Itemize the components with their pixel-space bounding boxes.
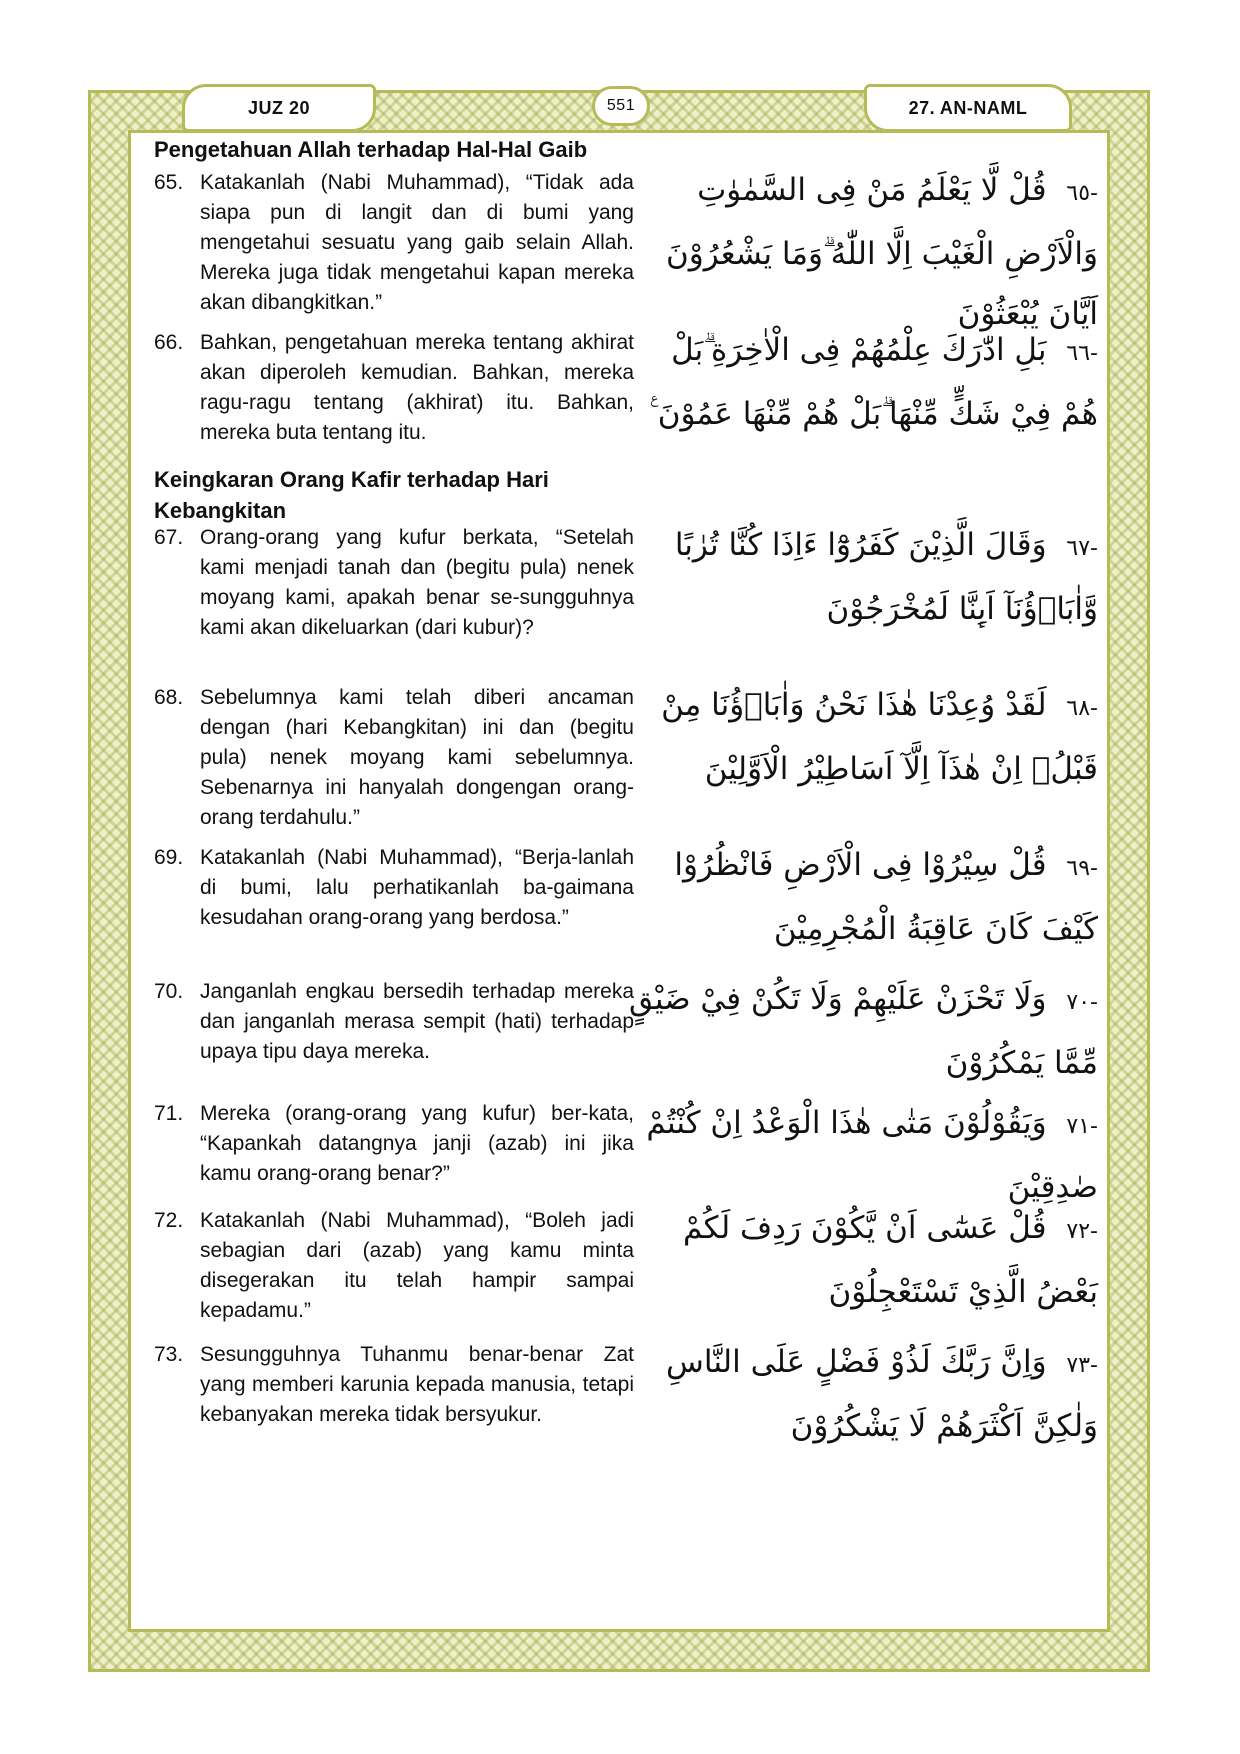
verse-number: 68. <box>154 686 184 709</box>
translation-67 <box>154 523 634 643</box>
translation-text: Janganlah engkau bersedih terhadap mereka dan janganlah merasa sempit (hati) terhadap upaya tipu daya mereka. <box>200 980 634 1063</box>
arabic-verse-number: -٦٦ <box>1066 341 1098 366</box>
translation-68 <box>154 683 634 833</box>
section-heading: Pengetahuan Allah terhadap Hal-Hal Gaib <box>154 137 588 162</box>
arabic-verse-number: -٦٩ <box>1066 856 1098 881</box>
surah-text: 27. AN-NAML <box>908 97 1028 118</box>
arabic-verse-number: -٦٨ <box>1066 696 1098 721</box>
arabic-text: قُلْ سِيْرُوْا فِى الْاَرْضِ فَانْظُرُوْا كَيْفَ كَانَ عَاقِبَةُ الْمُجْرِمِيْنَ <box>674 847 1098 947</box>
verse-number: 69. <box>154 846 184 869</box>
translation-text: Katakanlah (Nabi Muhammad), “Tidak ada siapa pun di langit dan di bumi yang mengetahui sesuatu yang gaib selain Allah. Mereka juga tidak mengetahui kapan mereka akan dibangkitkan.” <box>200 171 634 314</box>
translation-text: Sebelumnya kami telah diberi ancaman dengan (hari Kebangkitan) ini dan (begitu pula) nenek moyang kami sebelumnya. Sebenarnya ini hanyalah dongengan orang-orang terdahulu.” <box>200 686 634 829</box>
section-heading: Keingkaran Orang Kafir terhadap Hari Kebangkitan <box>154 467 549 523</box>
arabic-text: وَلَا تَحْزَنْ عَلَيْهِمْ وَلَا تَكُنْ فِيْ ضَيْقٍ مِّمَّا يَمْكُرُوْنَ <box>629 981 1098 1081</box>
arabic-72 <box>628 1198 1098 1322</box>
page-content <box>128 130 1110 1632</box>
arabic-text: بَلِ ادّٰرَكَ عِلْمُهُمْ فِى الْاٰخِرَةِ ۗبَلْ هُمْ فِيْ شَكٍّ مِّنْهَا ۗبَلْ هُمْ مِّنْهَا عَمُوْنَ ࣖ <box>649 332 1098 432</box>
arabic-67 <box>628 515 1098 639</box>
translation-text: Mereka (orang-orang yang kufur) ber-kata, “Kapankah datangnya janji (azab) ini jika kamu orang-orang benar?” <box>200 1102 634 1185</box>
arabic-text: وَيَقُوْلُوْنَ مَتٰى هٰذَا الْوَعْدُ اِنْ كُنْتُمْ صٰدِقِيْنَ <box>646 1105 1098 1205</box>
translation-text: Orang-orang yang kufur berkata, “Setelah kami menjadi tanah dan (begitu pula) nenek moyang kami, apakah benar se-sungguhnya kami akan dikeluarkan (dari kubur)? <box>200 526 634 639</box>
arabic-verse-number: -٧٣ <box>1066 1353 1098 1378</box>
verse-number: 65. <box>154 171 184 194</box>
verse-number: 66. <box>154 331 184 354</box>
translation-66 <box>154 328 634 448</box>
arabic-70 <box>628 969 1098 1093</box>
arabic-text: وَقَالَ الَّذِيْنَ كَفَرُوْٓا ءَاِذَا كُنَّا تُرٰبًا وَّاٰبَاۤؤُنَآ اَىِٕنَّا لَمُخْرَجُوْنَ <box>674 527 1098 627</box>
translation-69 <box>154 843 634 933</box>
verse-number: 73. <box>154 1343 184 1366</box>
arabic-text: قُلْ عَسٰٓى اَنْ يَّكُوْنَ رَدِفَ لَكُمْ بَعْضُ الَّذِيْ تَسْتَعْجِلُوْنَ <box>682 1210 1098 1310</box>
juz-text: JUZ 20 <box>247 97 311 118</box>
translation-text: Bahkan, pengetahuan mereka tentang akhirat akan diperoleh kemudian. Bahkan, mereka ragu-ragu tentang (akhirat) itu. Bahkan, mereka buta tentang itu. <box>200 331 634 444</box>
translation-text: Katakanlah (Nabi Muhammad), “Boleh jadi sebagian dari (azab) yang kamu minta disegerakan itu telah hampir sampai kepadamu.” <box>200 1209 634 1322</box>
verse-number: 70. <box>154 980 184 1003</box>
translation-65 <box>154 168 634 318</box>
arabic-73 <box>628 1332 1098 1456</box>
surah-label <box>864 84 1072 132</box>
page-number-text: 551 <box>606 97 636 114</box>
arabic-verse-number: -٧١ <box>1066 1114 1098 1139</box>
arabic-verse-number: -٧٠ <box>1066 990 1098 1015</box>
translation-70 <box>154 977 634 1067</box>
arabic-69 <box>628 835 1098 959</box>
arabic-text: قُلْ لَّا يَعْلَمُ مَنْ فِى السَّمٰوٰتِ وَالْاَرْضِ الْغَيْبَ اِلَّا اللّٰهُ ۗوَمَا يَشْعُرُوْنَ اَيَّانَ يُبْعَثُوْنَ <box>665 172 1098 332</box>
translation-73 <box>154 1340 634 1430</box>
arabic-66 <box>628 320 1098 444</box>
verse-number: 67. <box>154 526 184 549</box>
verse-number: 72. <box>154 1209 184 1232</box>
arabic-verse-number: -٦٥ <box>1066 181 1098 206</box>
translation-71 <box>154 1099 634 1189</box>
arabic-text: لَقَدْ وُعِدْنَا هٰذَا نَحْنُ وَاٰبَاۤؤُنَا مِنْ قَبْلُۙ اِنْ هٰذَآ اِلَّآ اَسَاطِيْرُ الْاَوَّلِيْنَ <box>661 687 1098 787</box>
translation-72 <box>154 1206 634 1326</box>
translation-text: Sesungguhnya Tuhanmu benar-benar Zat yang memberi karunia kepada manusia, tetapi kebanyakan mereka tidak bersyukur. <box>200 1343 634 1426</box>
translation-text: Katakanlah (Nabi Muhammad), “Berja-lanlah di bumi, lalu perhatikanlah ba-gaimana kesudahan orang-orang yang berdosa.” <box>200 846 634 929</box>
arabic-text: وَاِنَّ رَبَّكَ لَذُوْ فَضْلٍ عَلَى النَّاسِ وَلٰكِنَّ اَكْثَرَهُمْ لَا يَشْكُرُوْنَ <box>666 1344 1098 1444</box>
verse-number: 71. <box>154 1102 184 1125</box>
arabic-65 <box>628 160 1098 344</box>
arabic-68 <box>628 675 1098 799</box>
juz-label <box>182 84 376 132</box>
page-number <box>592 86 650 126</box>
arabic-verse-number: -٧٢ <box>1066 1219 1098 1244</box>
arabic-verse-number: -٦٧ <box>1066 536 1098 561</box>
